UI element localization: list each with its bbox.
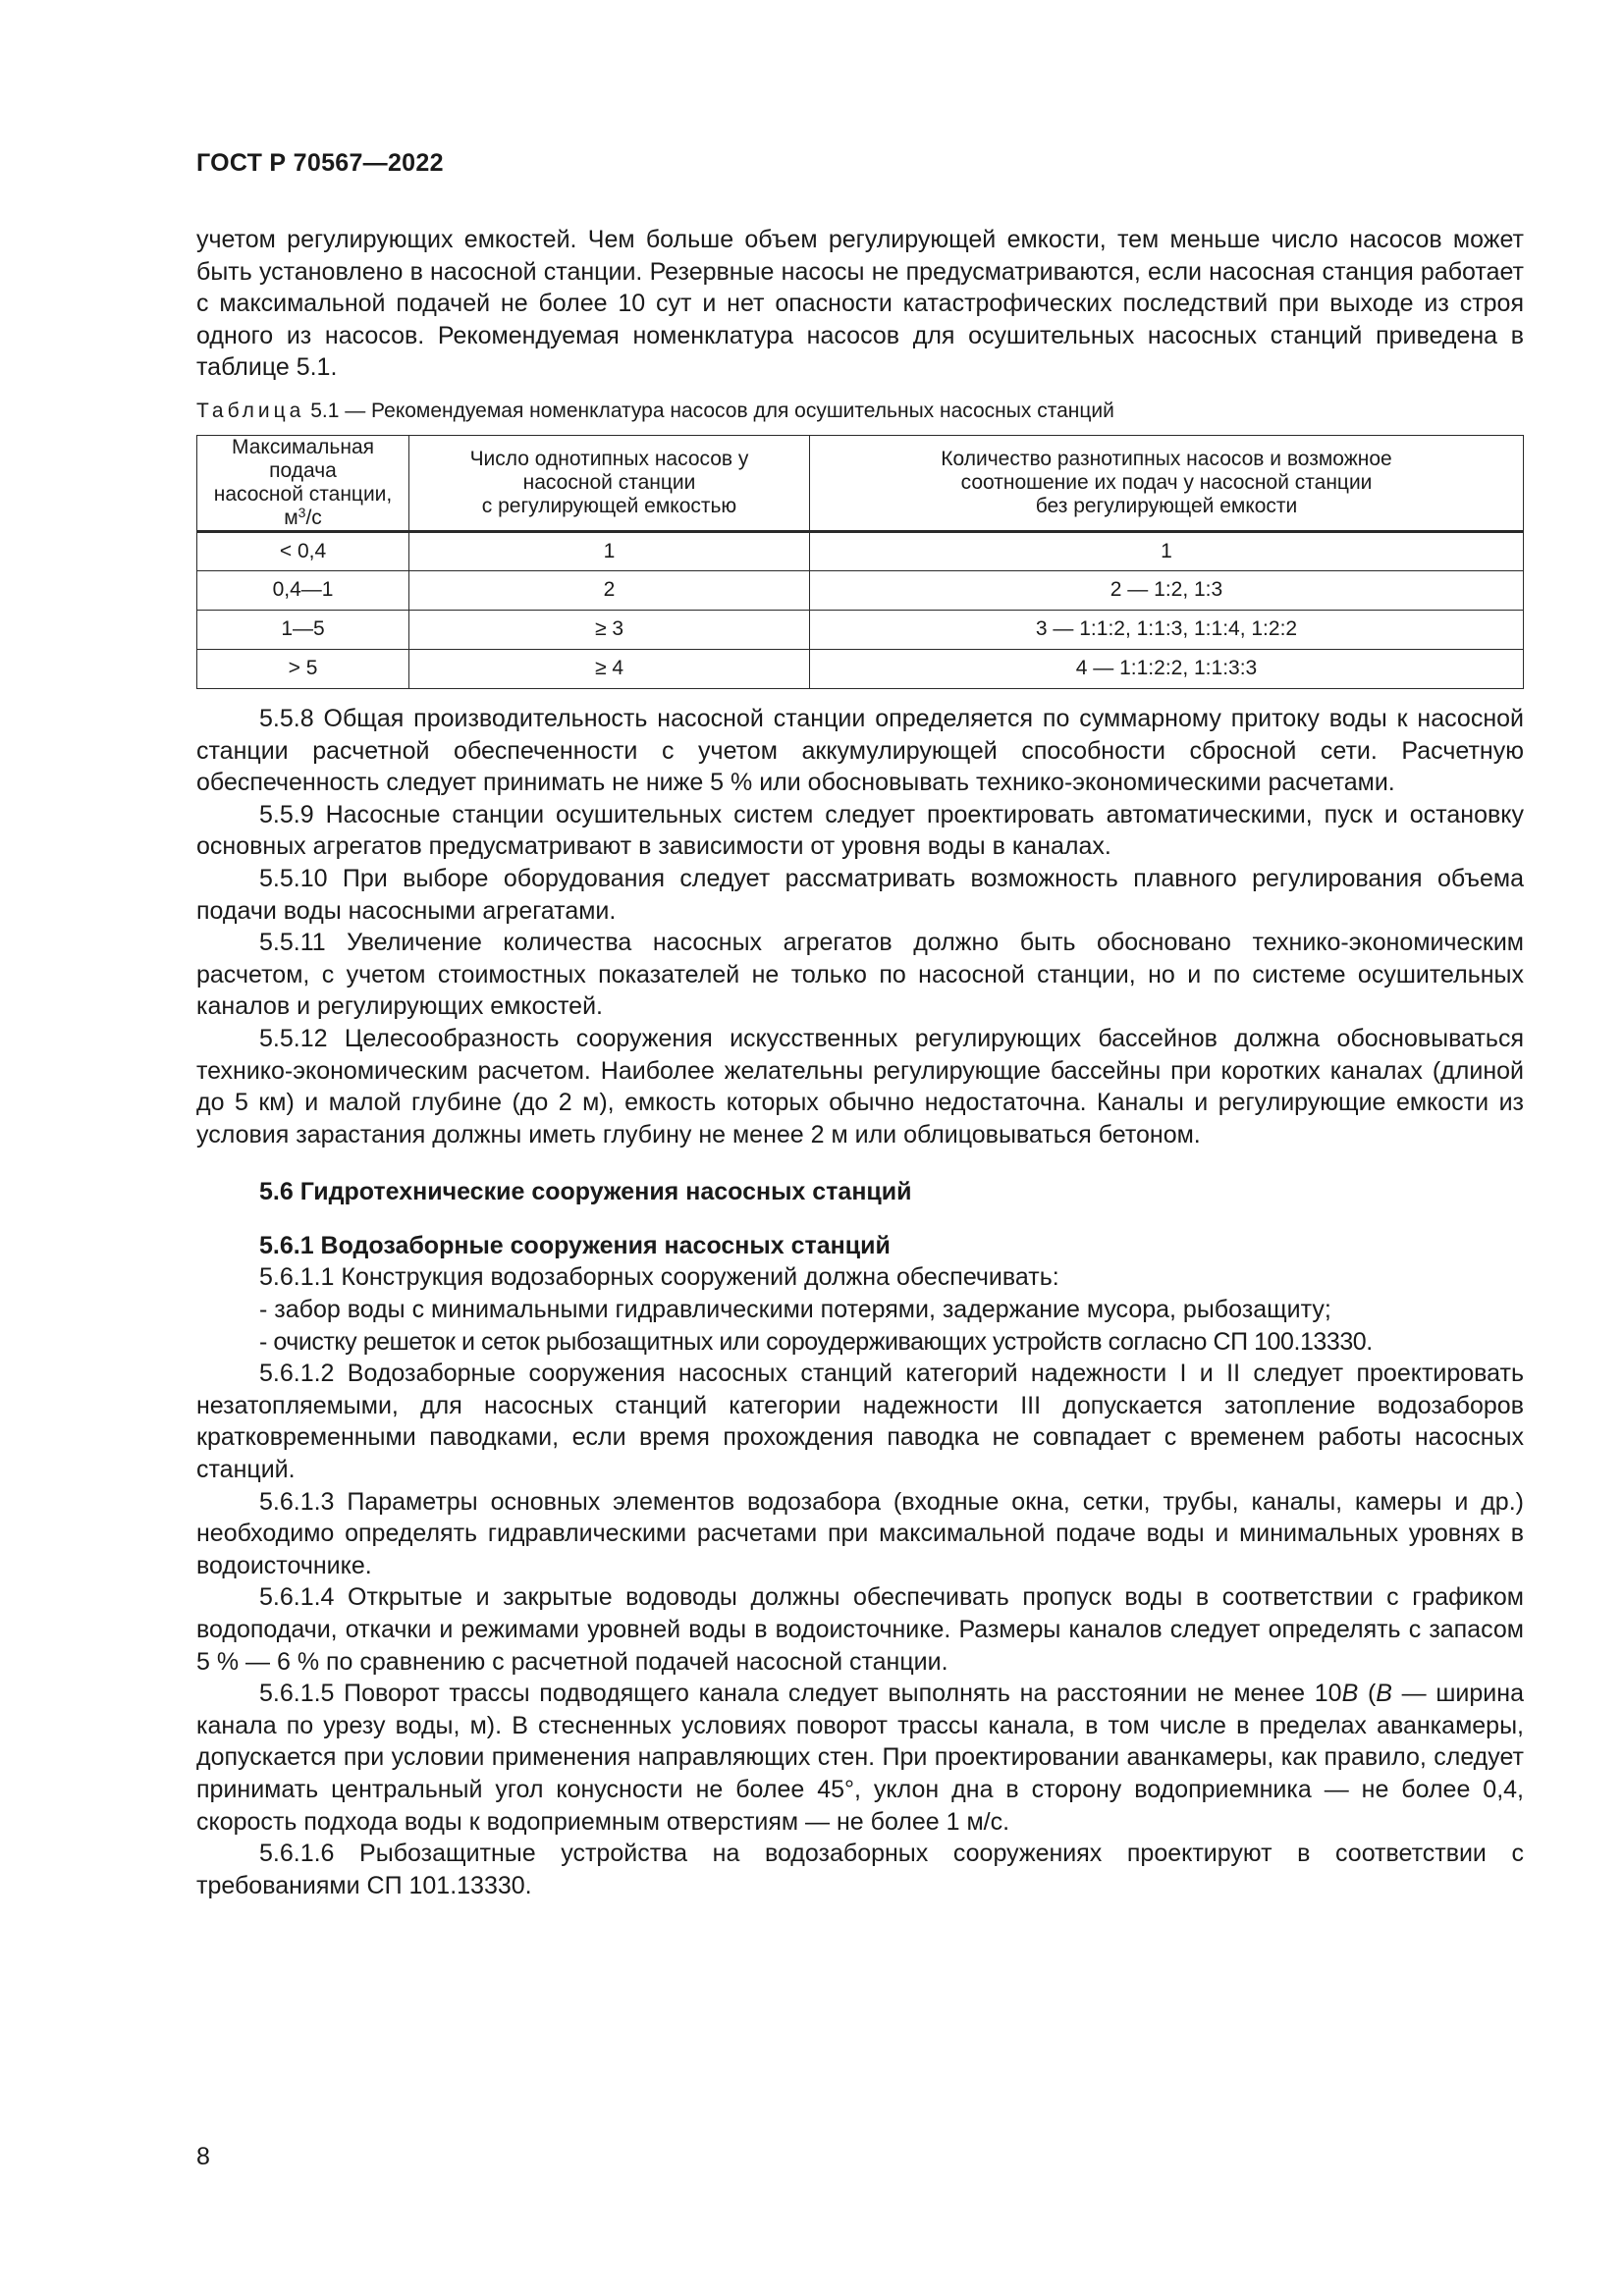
cell-same-type: ≥ 4 [409,649,810,688]
paragraph-5-5-9: 5.5.9 Насосные станции осушительных систем следует проектировать автоматическими, пуск и остановку основных агрегатов предусматривают в зависимости от уровня воды в каналах. [196,800,1524,861]
paragraph-5-5-12: 5.5.12 Целесообразность сооружения искусственных регулирующих бассейнов должна обосновываться технико-экономическим расчетом. Наиболее желательны регулирующие бассейны при коротких каналах (длиной до 5 км) и малой глубине (до 2 м), емкость которых обычно недостаточна. Каналы и регулирующие емкости из условия зарастания должны иметь глубину не менее 2 м или облицовываться бетоном. [196,1024,1524,1148]
table-caption-prefix: Таблица [196,399,305,422]
cell-same-type: ≥ 3 [409,610,810,649]
paragraph-5-6-1-2: 5.6.1.2 Водозаборные сооружения насосных станций категорий надежности I и II следует проектировать незатопляемыми, для насосных станций категории надежности III допускается затопление водозаборов кратковременными паводками, если время прохождения паводка не совпадает с временем работы насосных станций. [196,1360,1524,1484]
list-item: - забор воды с минимальными гидравлическими потерями, задержание мусора, рыбозащиту; [259,1296,1331,1324]
paragraph-5-6-1-4: 5.6.1.4 Открытые и закрытые водоводы должны обеспечивать пропуск воды в соответствии с графиком водоподачи, откачки и режимами уровней воды в водоисточнике. Размеры каналов следует определять с запасом 5 % — 6 % по сравнению с расчетной подачей насосной станции. [196,1583,1524,1676]
table-header-row [197,435,1524,531]
page-content [196,224,1524,1901]
paragraph-5-5-11: 5.5.11 Увеличение количества насосных агрегатов должно быть обосновано технико-экономическим расчетом, с учетом стоимостных показателей не только по насосной станции, но и по системе осушительных каналов и регулирующих емкостей. [196,929,1524,1021]
cell-diff-type: 1 [810,531,1524,570]
header-same-type-pumps: Число однотипных насосов у насосной станции с регулирующей емкостью [409,435,810,531]
list-item: - очистку решеток и сеток рыбозащитных или сороудерживающих устройств согласно СП 100.13330. [259,1327,1373,1356]
unit-m3s: $м^3/с$ [284,504,322,529]
table-row [197,610,1524,649]
paragraph-5-5-10: 5.5.10 При выборе оборудования следует рассматривать возможность плавного регулирования объема подачи воды насосными агрегатами. [196,864,1524,925]
header-max-supply: Максимальная подача насосной станции, $м^3/с$ [197,435,409,531]
section-heading-5-6: 5.6 Гидротехнические сооружения насосных станций [259,1178,912,1206]
table-row [197,531,1524,570]
section-heading-5-6-1: 5.6.1 Водозаборные сооружения насосных станций [259,1231,891,1259]
cell-same-type: 1 [409,531,810,570]
paragraph-5-6-1-6: 5.6.1.6 Рыбозащитные устройства на водозаборных сооружениях проектируют в соответствии с требованиями СП 101.13330. [196,1840,1524,1899]
table-row [197,649,1524,688]
cell-supply: 0,4—1 [197,570,409,610]
paragraph-5-6-1-5: 5.6.1.5 Поворот трассы подводящего канала следует выполнять на расстоянии не менее 10B (B — ширина канала по урезу воды, м). В стесненных условиях поворот трассы канала, в том числе в пределах аванкамеры, допускается при условии применения направляющих стен. При проектировании аванкамеры, как правило, следует принимать центральный угол конусности не более 45°, уклон дна в сторону водоприемника — не более 0,4, скорость подхода воды к водоприемным отверстиям — не более 1 м/с. [196,1680,1524,1836]
table-row [197,570,1524,610]
document-header: ГОСТ Р 70567—2022 [196,149,444,177]
intro-paragraph: учетом регулирующих емкостей. Чем больше объем регулирующей емкости, тем меньше число насосов может быть установлено в насосной станции. Резервные насосы не предусматриваются, если насосная станция работает с максимальной подачей не более 10 сут и нет опасности катастрофических последствий при выходе из строя одного из насосов. Рекомендуемая номенклатура насосов для осушительных насосных станций приведена в таблице 5.1. [196,226,1524,382]
cell-diff-type: 2 — 1:2, 1:3 [810,570,1524,610]
header-diff-type-pumps: Количество разнотипных насосов и возможное соотношение их подач у насосной станции без регулирующей емкости [810,435,1524,531]
cell-supply: < 0,4 [197,531,409,570]
cell-supply: 1—5 [197,610,409,649]
page-number: 8 [196,2143,210,2170]
paragraph-5-6-1-3: 5.6.1.3 Параметры основных элементов водозабора (входные окна, сетки, трубы, каналы, камеры и др.) необходимо определять гидравлическими расчетами при максимальной подаче воды и минимальных уровнях в водоисточнике. [196,1487,1524,1579]
pump-nomenclature-table [196,435,1524,689]
table-caption-text: 5.1 — Рекомендуемая номенклатура насосов для осушительных насосных станций [310,399,1114,422]
cell-diff-type: 4 — 1:1:2:2, 1:1:3:3 [810,649,1524,688]
paragraph-5-6-1-1: 5.6.1.1 Конструкция водозаборных сооружений должна обеспечивать: [259,1263,1059,1292]
cell-diff-type: 3 — 1:1:2, 1:1:3, 1:1:4, 1:2:2 [810,610,1524,649]
paragraph-5-5-8: 5.5.8 Общая производительность насосной станции определяется по суммарному притоку воды к насосной станции расчетной обеспеченности с учетом аккумулирующей способности сбросной сети. Расчетную обеспеченность следует принимать не ниже 5 % или обосновывать технико-экономическими расчетами. [196,704,1524,797]
cell-supply: > 5 [197,649,409,688]
cell-same-type: 2 [409,570,810,610]
table-caption [196,398,1524,425]
